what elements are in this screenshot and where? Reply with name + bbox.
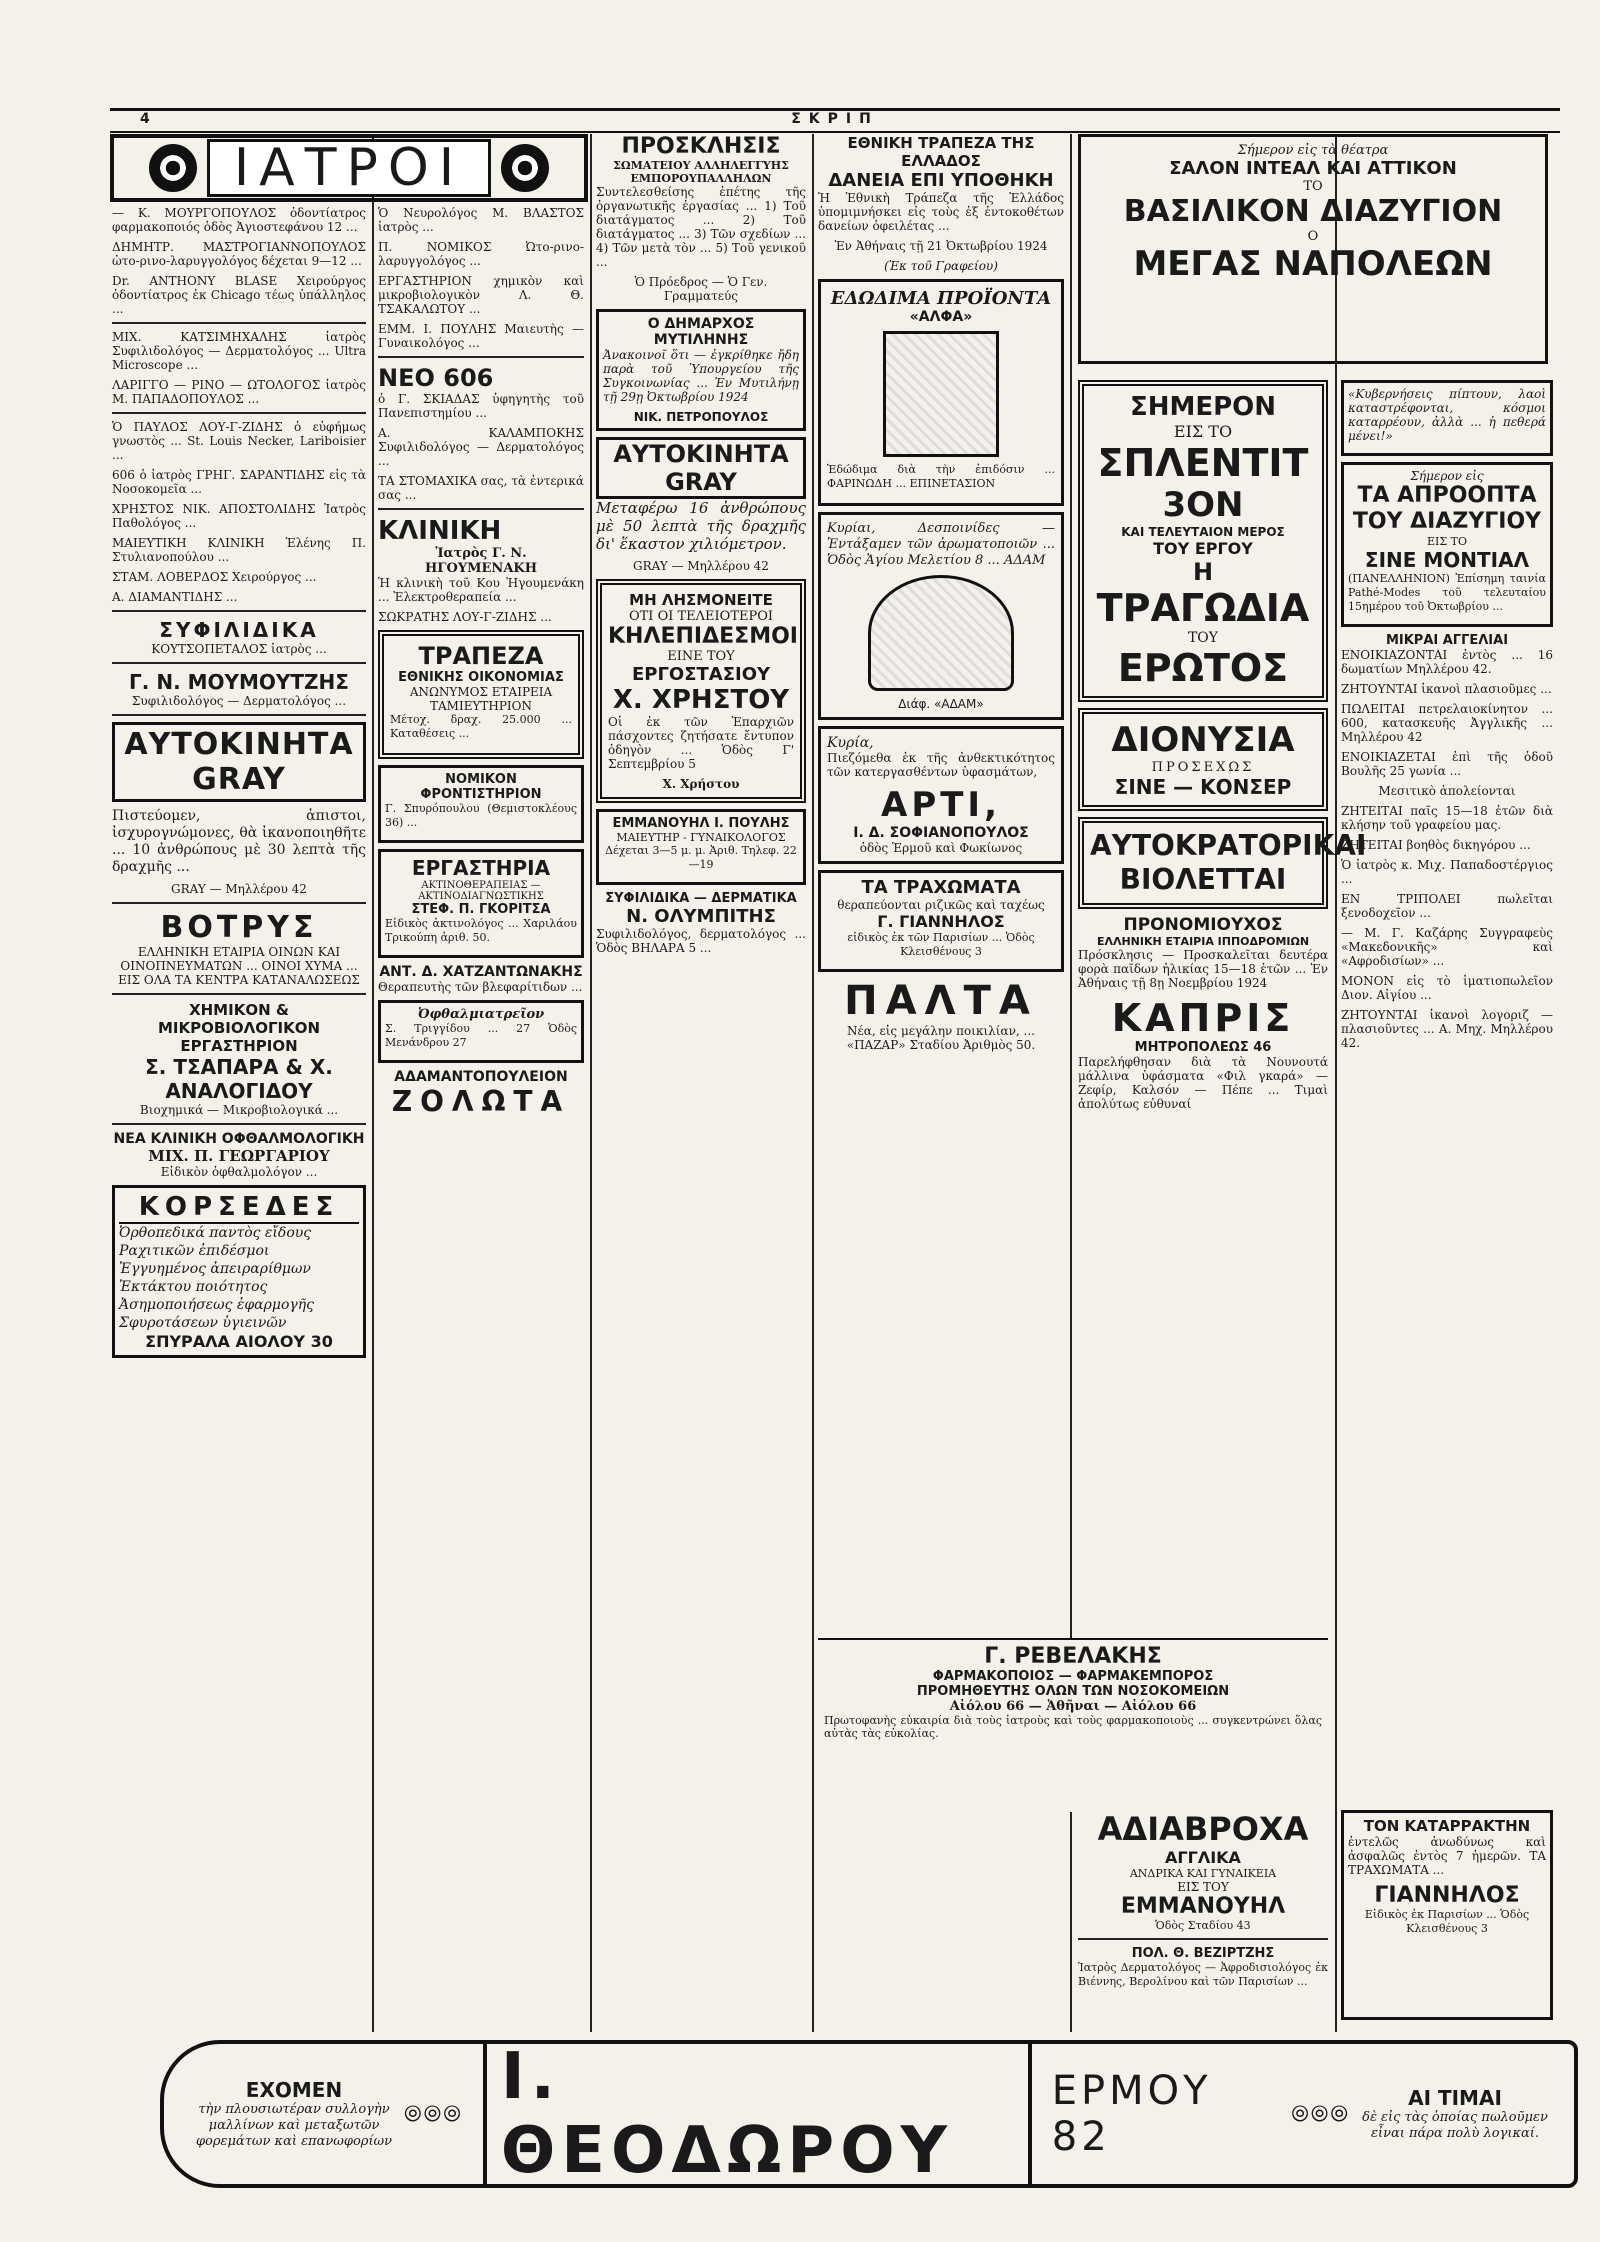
- adiab-name: ΕΜΜΑΝΟΥΗΛ: [1120, 1894, 1286, 1919]
- erg-ad: [378, 849, 584, 958]
- divider: [378, 508, 584, 510]
- ad-text: Α. ΚΑΛΑΜΠΟΚΗΣ Συφιλιδολόγος — Δερματολόγος ...: [378, 426, 584, 468]
- column-2: [378, 206, 584, 2032]
- adam-title: ΑΔΑΜΑΝΤΟΠΟΥΛΕΙΟΝ: [394, 1069, 568, 1085]
- ad-text: ΖΗΤΕΙΤΑΙ βοηθὸς δικηγόρου ...: [1341, 838, 1531, 852]
- spl-num: 3ΟΝ: [1162, 485, 1244, 525]
- ad-text: GRAY — Μηλλέρου 42: [633, 559, 769, 573]
- column-6: [1341, 374, 1553, 1800]
- symf-title: ΣΥΦΙΛΙΔΙΚΑ — ΔΕΡΜΑΤΙΚΑ: [605, 891, 797, 906]
- iatroi-title: ΙΑΤΡΟΙ: [207, 139, 491, 197]
- spl-big: ΤΡΑΓΩΔΙΑ: [1096, 586, 1310, 630]
- ad-text: ΕΜΜ. Ι. ΠΟΥΛΗΣ Μαιευτὴς — Γυναικολόγος ...: [378, 322, 584, 350]
- theatre-ad: [1078, 134, 1548, 364]
- column-rule: [812, 134, 814, 2032]
- pron-sub: ΕΛΛΗΝΙΚΗ ΕΤΑΙΡΙΑ ΙΠΠΟΔΡΟΜΙΩΝ: [1096, 935, 1310, 948]
- divider: [112, 412, 366, 414]
- rev-title: Γ. ΡΕΒΕΛΑΚΗΣ: [984, 1644, 1162, 1669]
- column-5: [1078, 374, 1367, 1800]
- ad-text: Γ. Σπυρόπουλου (Θεμιστοκλέους 36) ...: [385, 802, 577, 829]
- mh-big: ΚΗΛΕΠΙΔΕΣΜΟΙ: [608, 624, 798, 649]
- arti-title: ΑΡΤΙ,: [881, 785, 1001, 825]
- ad-text: ΧΡΗΣΤΟΣ ΝΙΚ. ΑΠΟΣΤΟΛΙΔΗΣ Ἰατρὸς Παθολόγος ...: [112, 502, 366, 530]
- ad-text: Εἰδικὸς ἐκ Παρισίων ... Ὁδὸς Κλεισθένους 3: [1364, 1908, 1530, 1935]
- diony-sub: ΠΡΟΣΕΧΩΣ: [1151, 760, 1255, 775]
- ofth-title: ΝΕΑ ΚΛΙΝΙΚΗ ΟΦΘΑΛΜΟΛΟΓΙΚΗ: [113, 1131, 365, 1147]
- adiab-text: ΑΝΔΡΙΚΑ ΚΑΙ ΓΥΝΑΙΚΕΙΑ: [1129, 1867, 1277, 1880]
- katarraktis-ad: [1341, 1810, 1553, 2020]
- ad-text: Μεσιτικὸ ἀπολείονται: [1378, 784, 1516, 798]
- ad-text: Συφιλιδολόγος, δερματολόγος ... Ὁδὸς ΒΗΛΑΡΑ 5 ...: [596, 927, 806, 955]
- emm-sub: ΜΑΙΕΥΤΗΡ - ΓΥΝΑΙΚΟΛΟΓΟΣ: [616, 831, 786, 844]
- column-rule: [372, 134, 374, 2032]
- ad-text: Βιοχημικά — Μικροβιολογικά ...: [139, 1103, 339, 1117]
- ornament-icon: ⦾⦾⦾: [1291, 2101, 1350, 2127]
- ad-text: (ΠΑΝΕΛΛΗΝΙΟΝ) Ἐπίσημη ταινία Pathé-Modes τοῦ τελευταίου 15ημέρου τοῦ Ὀκτωβρίου ...: [1348, 572, 1546, 613]
- thea-big2: ΜΕΓΑΣ ΝΑΠΟΛΕΩΝ: [1133, 244, 1493, 284]
- mh-sign: Χ. Χρήστου: [662, 777, 740, 791]
- korsedes-title: ΚΟΡΣΕΔΕΣ: [119, 1192, 359, 1224]
- divider: [112, 662, 366, 664]
- neo606-title: NEO 606: [378, 364, 494, 392]
- ad-text: ΣΩΚΡΑΤΗΣ ΛΟΥ-Γ-ΖΙΔΗΣ ...: [378, 610, 552, 624]
- spl-big2: ΕΡΩΤΟΣ: [1117, 646, 1289, 690]
- column-3: [596, 134, 806, 2032]
- palta-title: ΠΑΛΤΑ: [844, 978, 1038, 1024]
- lab-names: Σ. ΤΣΑΠΑΡΑ & Χ. ΑΝΑΛΟΓΙΔΟΥ: [145, 1055, 333, 1103]
- ad-text: Συντελεσθείσης ἐπέτης τῆς ὀργανωτικῆς ἐργασίας ... 1) Τοῦ διατάγματος ... 2) Τοῦ διατάγματος ... 3) Τῶν σχεδίων ... 4) Τῶν μετὰ τὸν ... 5) Τοῦ γενικοῦ ...: [596, 185, 806, 269]
- ad-text: ΣΤΑΜ. ΛΟΒΕΡΔΟΣ Χειρούργος ...: [112, 570, 317, 584]
- divider: [112, 610, 366, 612]
- zolota-title: ΖΟΛΩΤΑ: [391, 1085, 571, 1118]
- splendid-ad: [1078, 380, 1328, 702]
- ad-text: 606 ὁ ἰατρὸς ΓΡΗΓ. ΣΑΡΑΝΤΙΔΗΣ εἰς τὰ Νοσοκομεῖα ...: [112, 468, 366, 496]
- ad-text: εἰδικὸς ἐκ τῶν Παρισίων ... Ὁδὸς Κλεισθένους 3: [847, 931, 1035, 958]
- symf-name: Ν. ΟΛΥΜΠΙΤΗΣ: [626, 906, 776, 927]
- page-number: 4: [140, 111, 150, 127]
- ad-text: GRAY — Μηλλέρου 42: [171, 882, 307, 896]
- divider: [378, 356, 584, 358]
- bank-sub: ΕΘΝΙΚΗΣ ΟΙΚΟΝΟΜΙΑΣ: [398, 670, 564, 685]
- banner-left: [164, 2078, 404, 2150]
- diony-title: ΔΙΟΝΥΣΙΑ: [1111, 720, 1295, 760]
- divider: [112, 714, 366, 716]
- mh-sub3: ΕΡΓΟΣΤΑΣΙΟΥ: [631, 664, 771, 685]
- ad-text: ΜΑΙΕΥΤΙΚΗ ΚΛΙΝΙΚΗ Ἑλένης Π. Στυλιανοπούλου ...: [112, 536, 366, 564]
- divider: [112, 993, 366, 995]
- erg-sub: ΑΚΤΙΝΟΘΕΡΑΠΕΙΑΣ — ΑΚΤΙΝΟΔΙΑΓΝΩΣΤΙΚΗΣ: [418, 880, 544, 902]
- trax-text: θεραπεύονται ριζικῶς καὶ ταχέως: [837, 898, 1045, 912]
- spl-text2: ΤΟΥ ΕΡΓΟΥ: [1153, 539, 1253, 558]
- banner-center: [404, 2040, 1350, 2188]
- apr-sub: Σήμερον εἰς: [1410, 469, 1484, 483]
- ad-text: Εἰδικὸν ὀφθαλμολόγον ...: [160, 1165, 318, 1179]
- ad-text: «Κυβερνήσεις πίπτουν, λαοὶ καταστρέφονται, κόσμοι καταρρέουν, ἀλλὰ ... ἡ πεθερά μένει!»: [1348, 387, 1546, 443]
- ad-text: Ὁ Νευρολόγος Μ. ΒΛΑΣΤΟΣ ἰατρὸς ...: [378, 206, 584, 234]
- product-illustration: [883, 331, 999, 457]
- ad-text: Ἐν Ἀθήναις τῇ 21 Ὀκτωβρίου 1924: [834, 239, 1048, 253]
- arti-ad: [818, 726, 1064, 864]
- banner-left-title: ΕΧΟΜΕΝ: [245, 2078, 343, 2102]
- ad-text: Ὁ Πρόεδρος — Ὁ Γεν. Γραμματεύς: [634, 275, 768, 303]
- iatroi-header: [110, 134, 588, 202]
- banner-right-text: δὲ εἰς τὰς ὁποίας πωλοῦμεν εἶναι πάρα πολὺ λογικαί.: [1362, 2110, 1548, 2141]
- korsedes-lines: [119, 1224, 359, 1332]
- ad-text: ΖΗΤΟΥΝΤΑΙ ἱκανοὶ πλασιοῦμες ...: [1341, 682, 1552, 696]
- ad-text: ΤΑ ΣΤΟΜΑΧΙΚΑ σας, τὰ ἐντερικά σας ...: [378, 474, 584, 502]
- adiabroxa-block: [1078, 1810, 1328, 2030]
- xatz-title: ΑΝΤ. Δ. ΧΑΤΖΑΝΤΩΝΑΚΗΣ: [379, 964, 583, 980]
- ad-text: Παρελήφθησαν διὰ τὰ Νουνουτά μάλλινα ὑφάσματα «Φιλ γκαρά» — Ζεφίρ, Καλσόν — Πέπε ... Τιμαὶ ἀπολύτως εὐθυναί: [1078, 1055, 1328, 1111]
- trax-ad: [818, 870, 1064, 972]
- woman-illustration: [868, 575, 1014, 691]
- banner-addr: ΕΡΜΟΥ 82: [1051, 2068, 1212, 2160]
- theodorou-banner: [160, 2040, 1578, 2188]
- ad-text: Συφιλιδολόγος — Δερματολόγος ...: [131, 694, 347, 708]
- adiab-eis: ΕΙΣ ΤΟΥ: [1177, 1880, 1229, 1894]
- lab-title: ΧΗΜΙΚΟΝ & ΜΙΚΡΟΒΙΟΛΟΓΙΚΟΝ ΕΡΓΑΣΤΗΡΙΟΝ: [157, 1001, 321, 1055]
- rev-addr: Αἰόλου 66 — Ἀθῆναι — Αἰόλου 66: [949, 1699, 1197, 1714]
- violettai-ad: [1078, 817, 1367, 909]
- apr-cin: ΣΙΝΕ ΜΟΝΤΙΑΛ: [1364, 548, 1530, 572]
- ad-text: Πρόσκλησις — Προσκαλεῖται δευτέρα φορὰ παῖδων ἡλικίας 15—18 ἐτῶν ... Ἐν Ἀθήναις τῇ 8ῃ Νοεμβρίου 1924: [1078, 948, 1328, 990]
- ad-text: ΕΝ ΤΡΙΠΟΛΕΙ πωλεῖται ξενοδοχεῖον ...: [1341, 892, 1553, 920]
- thea-to: ΤΟ: [1303, 179, 1323, 194]
- rev-sub2: ΠΡΟΜΗΘΕΥΤΗΣ ΟΛΩΝ ΤΩΝ ΝΟΣΟΚΟΜΕΙΩΝ: [916, 1684, 1230, 1699]
- korsedes-line: Σφυροτάσεων ὑγιεινῶν: [119, 1315, 287, 1331]
- adiab-sub: ΑΓΓΛΙΚΑ: [1165, 1848, 1241, 1867]
- thea-o: Ο: [1307, 229, 1319, 244]
- dionysia-ad: [1078, 708, 1328, 811]
- mikr-title: ΜΙΚΡΑΙ ΑΓΓΕΛΙΑΙ: [1385, 633, 1509, 648]
- apr-eis: ΕΙΣ ΤΟ: [1426, 535, 1467, 548]
- kapris-title: ΚΑΠΡΙΣ: [1111, 996, 1295, 1040]
- banner-left-text: τὴν πλουσιωτέραν συλλογὴν μαλλίνων καὶ μεταξωτῶν φορεμάτων καὶ επανωφορίων: [195, 2102, 393, 2149]
- spl-tou: ΤΟΥ: [1187, 630, 1219, 646]
- ad-text: Θεραπευτὴς τῶν βλεφαρίτιδων ...: [378, 980, 583, 994]
- dimarxos-ad: [596, 309, 806, 431]
- emm-title: ΕΜΜΑΝΟΥΗΛ Ι. ΠΟΥΛΗΣ: [612, 816, 790, 831]
- mh-sub: ΟΤΙ ΟΙ ΤΕΛΕΙΟΤΕΡΟΙ: [628, 609, 774, 624]
- korsedes-ad: [112, 1185, 366, 1358]
- mh-name: Χ. ΧΡΗΣΤΟΥ: [612, 685, 790, 715]
- aproopta-ad: [1341, 462, 1553, 627]
- gray-title: ΑΥΤΟΚΙΝΗΤΑ GRAY: [112, 722, 366, 802]
- divider: [112, 322, 366, 324]
- ad-text: Μεταφέρω 16 ἀνθρώπους μὲ 50 λεπτὰ τῆς δραχμῆς δι' ἕκαστον χιλιόμετρον.: [596, 499, 806, 553]
- ad-text: Ἰατρὸς Δερματολόγος — Ἀφροδισιολόγος ἐκ Βιέννης, Βερολίνου καὶ τῶν Παρισίων ...: [1078, 1961, 1328, 1988]
- auto-big: ΑΥΤΟΚΡΑΤΟΡΙΚΑΙ ΒΙΟΛΕΤΤΑΙ: [1090, 829, 1367, 896]
- erg-title: ΕΡΓΑΣΤΗΡΙΑ: [411, 856, 551, 880]
- ad-text: ΠΩΛΕΙΤΑΙ πετρελαιοκίνητον ... 600, κατασκευῆς Ἀγγλικῆς ... Μηλλέρου 42: [1341, 702, 1553, 744]
- korsedes-line: Ἐγγυημένος ἀπειραρίθμων: [119, 1261, 311, 1277]
- ad-text: Πιστεύομεν, ἀπιστοι, ἰσχυρογνώμονες, θὰ ἰκανοποιηθῆτε ... 10 ἀνθρώπους μὲ 30 λεπτὰ τῆς δραχμῆς ...: [112, 808, 366, 875]
- neon-ad: [818, 512, 1064, 720]
- ad-text: ὁ Γ. ΣΚΙΑΔΑΣ ὑφηγητὴς τοῦ Πανεπιστημίου ...: [378, 392, 584, 420]
- ad-text: ΕΝΟΙΚΙΑΖΕΤΑΙ ἐπὶ τῆς ὁδοῦ Βουλῆς 25 γωνία ...: [1341, 750, 1553, 778]
- korsedes-line: Ἐκτάκτου ποιότητος: [119, 1279, 268, 1295]
- ad-text: Πρωτοφανὴς εὐκαιρία διὰ τοὺς ἰατροὺς καὶ τοὺς φαρμακοποιοὺς ... συγκεντρώνει ὅλας αὐτὰς τὰς εὐκολίας.: [824, 1714, 1322, 1740]
- korsedes-line: Ὀρθοπεδικά παντὸς εἴδους: [119, 1225, 312, 1241]
- prosk-title: ΠΡΟΣΚΛΗΣΙΣ: [621, 134, 781, 159]
- divider: [112, 902, 366, 904]
- kyb-quote: [1341, 380, 1553, 456]
- spl-text: ΚΑΙ ΤΕΛΕΥΤΑΙΟΝ ΜΕΡΟΣ: [1121, 525, 1285, 539]
- banner-brand: Ι. ΘΕΟΔΩΡΟΥ: [483, 2040, 1032, 2188]
- ad-text: ΔΗΜΗΤΡ. ΜΑΣΤΡΟΓΙΑΝΝΟΠΟΥΛΟΣ ὠτο-ρινο-λαρυγγολόγος δέχεται 9—12 ...: [112, 240, 366, 268]
- ad-text: Σ. Τριγγίδου ... 27 Ὁδὸς Μενάνδρου 27: [385, 1022, 577, 1049]
- ornament-icon: [149, 144, 197, 192]
- trax-title: ΤΑ ΤΡΑΧΩΜΑΤΑ: [861, 877, 1021, 898]
- erg-name: ΣΤΕΦ. Π. ΓΚΟΡΙΤΣΑ: [411, 902, 551, 917]
- bank-title: ΤΡΑΠΕΖΑ: [418, 642, 544, 670]
- kapris-sub: ΜΗΤΡΟΠΟΛΕΩΣ 46: [1134, 1040, 1272, 1055]
- korsedes-foot: ΣΠΥΡΑΛΑ ΑΙΟΛΟΥ 30: [145, 1332, 333, 1351]
- ad-text: — Μ. Γ. Καζάρης Συγγραφεὺς «Μακεδονικῆς» καὶ «Αφροδισίων» ...: [1341, 926, 1553, 968]
- ad-text: ΚΟΥΤΣΟΠΕΤΑΛΟΣ ἰατρὸς ...: [151, 642, 327, 656]
- emm-ad: [596, 809, 806, 885]
- rev-sub: ΦΑΡΜΑΚΟΠΟΙΟΣ — ΦΑΡΜΑΚΕΜΠΟΡΟΣ: [932, 1669, 1214, 1684]
- ad-text: Εἰδικὸς ἀκτινολόγος ... Χαριλάου Τρικούπη ἀριθ. 50.: [385, 917, 577, 944]
- ad-text: Δέχεται 3—5 μ. μ. Ἀριθ. Τηλεφ. 22—19: [605, 844, 797, 871]
- gray2-title: ΑΥΤΟΚΙΝΗΤΑ GRAY: [596, 437, 806, 499]
- ad-text: ΖΗΤΟΥΝΤΑΙ ἱκανοὶ λογοριζ — πλασιοῦντες ... Α. Μηχ. Μηλλέρου 42.: [1341, 1008, 1553, 1050]
- moumoutzis-title: Γ. Ν. ΜΟΥΜΟΥΤΖΗΣ: [129, 670, 349, 694]
- ofth-name: ΜΙΧ. Π. ΓΕΩΡΓΑΡΙΟΥ: [148, 1147, 330, 1165]
- ad-text: ΕΡΓΑΣΤΗΡΙΟΝ χημικὸν καὶ μικροβιολογικὸν Λ. Θ. ΤΣΑΚΑΛΩΤΟΥ ...: [378, 274, 584, 316]
- divider: [1078, 1938, 1328, 1940]
- trax-name: Γ. ΓΙΑΝΝΗΛΟΣ: [877, 912, 1005, 931]
- pron-title: ΠΡΟΝΟΜΙΟΥΧΟΣ: [1123, 915, 1283, 935]
- alfa-ad: [818, 279, 1064, 506]
- ad-text: Ἀνακοινοῖ ὅτι — ἐγκρίθηκε ἤδη παρὰ τοῦ Ὑπουργείου τῆς Συγκοινωνίας ... Ἐν Μυτιλήνῃ τῇ 29ῃ Ὀκτωβρίου 1924: [603, 348, 799, 404]
- ad-text: Μέτοχ. δραχ. 25.000 ... Καταθέσεις ...: [390, 713, 572, 740]
- masthead: [110, 108, 1560, 133]
- alfa-title: ΕΔΩΔΙΜΑ ΠΡΟΪΟΝΤΑ: [830, 288, 1052, 309]
- dim-sign: ΝΙΚ. ΠΕΤΡΟΠΟΥΛΟΣ: [633, 410, 769, 424]
- ad-text: Π. ΝΟΜΙΚΟΣ Ὠτο-ρινο-λαρυγγολόγος ...: [378, 240, 584, 268]
- divider: [112, 1123, 366, 1125]
- katar-name: ΓΙΑΝΝΗΛΟΣ: [1374, 1883, 1520, 1908]
- ad-text: Οἱ ἐκ τῶν Ἐπαρχιῶν πάσχοντες ζητήσατε ἔντυπον ὁδηγὸν ... Ὁδὸς Γ' Σεπτεμβρίου 5: [608, 715, 794, 771]
- ad-text: ΜΙΧ. ΚΑΤΣΙΜΗΧΑΛΗΣ ἰατρὸς Συφιλιδολόγος — Δερματολόγος ... Ultra Microscope ...: [112, 330, 366, 372]
- dim-title: Ο ΔΗΜΑΡΧΟΣ ΜΥΤΙΛΗΝΗΣ: [647, 316, 755, 348]
- bank-sub2: ΑΝΩΝΥΜΟΣ ΕΤΑΙΡΕΙΑ ΤΑΜΙΕΥΤΗΡΙΟΝ: [409, 685, 553, 713]
- banner-right: [1350, 2086, 1574, 2142]
- ad-text: Ἐδώδιμα διὰ τὴν ἐπιδόσιν ... ΦΑΡΙΝΩΔΗ ... ΕΠΙΝΕΤΑΣΙΟΝ: [827, 463, 1055, 490]
- ad-text: Α. ΔΙΑΜΑΝΤΙΔΗΣ ...: [112, 590, 238, 604]
- spl-name: ΣΠΛΕΝΤΙΤ: [1097, 441, 1309, 485]
- thea-big: ΒΑΣΙΛΙΚΟΝ ΔΙΑΖΥΓΙΟΝ: [1123, 194, 1503, 229]
- ethn-title: ΕΘΝΙΚΗ ΤΡΑΠΕΖΑ ΤΗΣ ΕΛΛΑΔΟΣ: [847, 134, 1035, 170]
- korsedes-line: Ραχιτικῶν ἐπιδέσμοι: [119, 1243, 270, 1259]
- ad-text: Κυρίαι, Δεσποινίδες — Ἐντάξαμεν τῶν ἀρωματοποιῶν ... Ὁδὸς Ἁγίου Μελετίου 8 ... ΑΔΑΜ: [827, 521, 1055, 568]
- ornament-icon: [501, 144, 549, 192]
- ad-text: ΛΑΡΙΓΓΟ — ΡΙΝΟ — ΩΤΟΛΟΓΟΣ ἰατρὸς Μ. ΠΑΠΑΔΟΠΟΥΛΟΣ ...: [112, 378, 366, 406]
- ofth2-ad: [378, 1000, 584, 1063]
- ad-text: (Ἐκ τοῦ Γραφείου): [884, 259, 998, 273]
- apr-big: ΤΑ ΑΠΡΟΟΠΤΑ ΤΟΥ ΔΙΑΖΥΓΙΟΥ: [1352, 483, 1542, 534]
- nomikon-ad: [378, 765, 584, 843]
- prosk-sub: ΣΩΜΑΤΕΙΟΥ ΑΛΛΗΛΕΓΓΥΗΣ ΕΜΠΟΡΟΥΠΑΛΛΗΛΩΝ: [613, 159, 789, 185]
- ad-text: Ὁ ἰατρὸς κ. Μιχ. Παπαδοστέργιος ...: [1341, 858, 1553, 886]
- spl-today: ΣΗΜΕΡΟΝ: [1129, 392, 1277, 422]
- klinik-title: ΚΛΙΝΙΚΗ: [378, 516, 502, 546]
- thea-sub: Σήμερον εἰς τὰ θέατρα: [1237, 143, 1389, 158]
- korsedes-line: Ἀσημοποιήσεως ἐφαρμογῆς: [119, 1297, 314, 1313]
- ad-text: Πιεζόμεθα ἐκ τῆς ἀνθεκτικότητος τῶν κατεργασθέντων ὑφασμάτων,: [827, 751, 1055, 779]
- bank-ad: [378, 630, 584, 759]
- ofth2-title: Ὀφθαλμιατρεῖον: [417, 1007, 545, 1022]
- column-rule: [1335, 134, 1337, 2032]
- adam-tag: Διάφ. «ΑΔΑΜ»: [898, 697, 984, 711]
- ad-text: ΖΗΤΕΙΤΑΙ παῖς 15—18 ἐτῶν διὰ κλήσην τοῦ γραφείου μας.: [1341, 804, 1553, 832]
- ad-text: Ἡ Ἐθνικὴ Τράπεζα τῆς Ἑλλάδος ὑπομιμνήσκει εἰς τοὺς ἐξ ἐντοκοθέτων δανείων ὀφειλέτας ...: [818, 191, 1064, 233]
- ad-text: Ἡ κλινικὴ τοῦ Κου Ἡγουμενάκη ... Ἐλεκτροθεραπεία ...: [378, 576, 584, 604]
- adiab-title: ΑΔΙΑΒΡΟΧΑ: [1097, 1810, 1309, 1848]
- katar-title: ΤΟΝ ΚΑΤΑΡΡΑΚΤΗΝ: [1363, 1817, 1531, 1835]
- spl-h: Η: [1192, 558, 1214, 586]
- ad-text: ἐντελῶς ἀνωδύνως καὶ ἀσφαλῶς ἐντὸς 7 ἡμερῶν. ΤΑ ΤΡΑΧΩΜΑΤΑ ...: [1348, 1835, 1546, 1877]
- nomikon-title: ΝΟΜΙΚΟΝ ΦΡΟΝΤΙΣΤΗΡΙΟΝ: [420, 772, 542, 802]
- ad-text: ΜΟΝΟΝ εἰς τὸ ἱματιοπωλεῖον Διον. Αἰγίου ...: [1341, 974, 1553, 1002]
- ethn-sub: ΔΑΝΕΙΑ ΕΠΙ ΥΠΟΘΗΚΗ: [828, 170, 1054, 191]
- ad-text: Ὁ ΠΑΥΛΟΣ ΛΟΥ-Γ-ΖΙΔΗΣ ὁ εὐφήμως γνωστὸς ... St. Louis Necker, Lariboisier ...: [112, 420, 366, 462]
- alfa-name: «ΑΛΦΑ»: [909, 309, 973, 325]
- vez-name: ΠΟΛ. Θ. ΒΕΖΙΡΤΖΗΣ: [1131, 1946, 1275, 1961]
- botrys-title: ΒΟΤΡΥΣ: [160, 910, 318, 945]
- paper-name: ΣΚΡΙΠ: [791, 111, 879, 127]
- ad-text: ΕΛΛΗΝΙΚΗ ΕΤΑΙΡΙΑ ΟΙΝΩΝ ΚΑΙ ΟΙΝΟΠΝΕΥΜΑΤΩΝ ... ΟΙΝΟΙ ΧΥΜΑ ... ΕΙΣ ΟΛΑ ΤΑ ΚΕΝΤΡΑ ΚΑΤΑΝΑΛΩΣΕΩΣ: [118, 945, 360, 987]
- ad-text: Dr. ANTHONY BLASE Χειρούργος ὀδοντίατρος ἐκ Chicago τέως ὑπάλληλος ...: [112, 274, 366, 316]
- mh-title: ΜΗ ΛΗΣΜΟΝΕΙΤΕ: [629, 591, 773, 609]
- banner-right-title: ΑΙ ΤΙΜΑΙ: [1408, 2086, 1502, 2110]
- kyria-label: Κυρία,: [827, 735, 874, 751]
- ad-text: ΕΝΟΙΚΙΑΖΟΝΤΑΙ ἐντὸς ... 16 δωματίων Μηλλέρου 42.: [1341, 648, 1553, 676]
- ad-text: Νέα, εἰς μεγάλην ποικιλίαν, ... «ΠΑΖΑΡ» Σταδίου Ἀριθμὸς 50.: [846, 1024, 1036, 1052]
- ornament-icon: ⦾⦾⦾: [404, 2101, 463, 2127]
- arti-name: Ι. Δ. ΣΟΦΙΑΝΟΠΟΥΛΟΣ: [853, 825, 1029, 841]
- diony-sub2: ΣΙΝΕ — ΚΟΝΣΕΡ: [1114, 775, 1292, 799]
- ad-text: — Κ. ΜΟΥΡΓΟΠΟΥΛΟΣ ὀδοντίατρος φαρμακοποιός ὁδὸς Ἀγιοστεφάνου 12 ...: [112, 206, 366, 234]
- column-rule: [590, 134, 592, 2032]
- thea-names: ΣΑΛΟΝ ΙΝΤΕΑΛ ΚΑΙ ΑΤΤΙΚΟΝ: [1169, 158, 1457, 179]
- kilepidesmoi-ad: [596, 579, 806, 803]
- klinik-name: Ἰατρὸς Γ. Ν. ΗΓΟΥΜΕΝΑΚΗ: [425, 546, 537, 576]
- arti-addr: ὁδὸς Ἑρμοῦ καὶ Φωκίωνος: [859, 841, 1023, 855]
- syfil-title: ΣΥΦΙΛΙΔΙΚΑ: [159, 618, 319, 642]
- spl-eis: ΕΙΣ ΤΟ: [1173, 422, 1233, 441]
- column-1: [112, 206, 366, 2032]
- adiab-addr: Ὁδὸς Σταδίου 43: [1155, 1919, 1251, 1932]
- mh-sub2: ΕΙΝΕ ΤΟΥ: [667, 649, 735, 664]
